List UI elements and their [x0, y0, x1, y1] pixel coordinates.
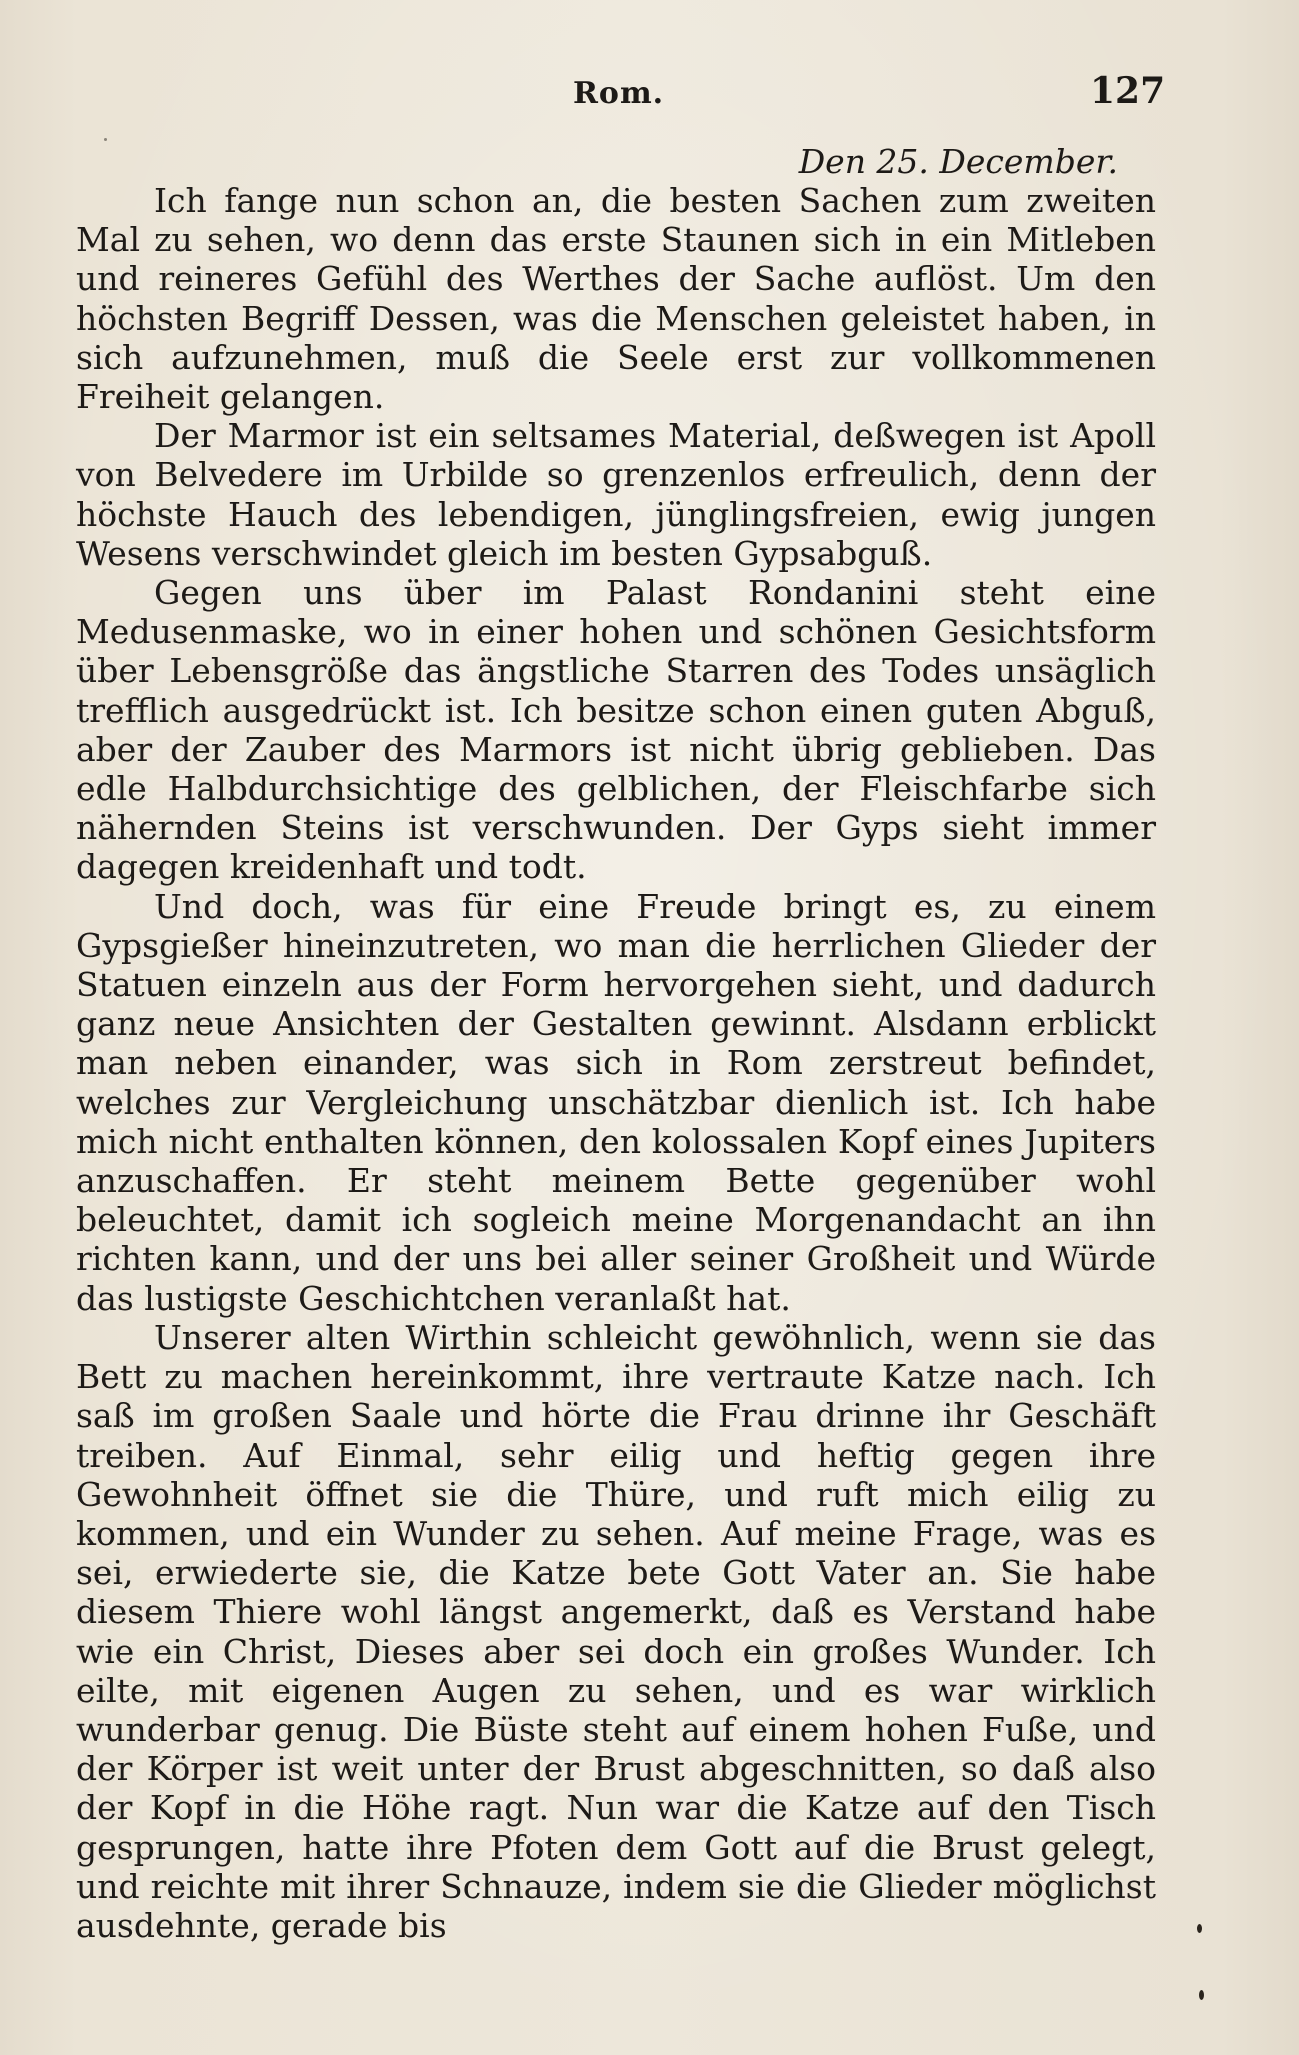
- paragraph: Unserer alten Wirthin schleicht gewöhnlich, wenn sie das Bett zu machen hereinkommt, ihre vertraute Katze nach. Ich saß im großen Saale und hörte die Frau drinne ihr Geschäft treiben. Auf Einmal, sehr eilig und heftig gegen ihre Gewohnheit öffnet sie die Thüre, und ruft mich eilig zu kommen, und ein Wunder zu sehen. Auf meine Frage, was es sei, erwiederte sie, die Katze bete Gott Vater an. Sie habe diesem Thiere wohl längst angemerkt, daß es Verstand habe wie ein Christ, Dieses aber sei doch ein großes Wunder. Ich eilte, mit eigenen Augen zu sehen, und es war wirklich wunderbar genug. Die Büste steht auf einem hohen Fuße, und der Körper ist weit unter der Brust abgeschnitten, so daß also der Kopf in die Höhe ragt. Nun war die Katze auf den Tisch gesprungen, hatte ihre Pfoten dem Gott auf die Brust gelegt, und reichte mit ihrer Schnauze, indem sie die Glieder möglichst ausdehnte, gerade bis: [76, 1317, 1156, 1945]
- paper-speck: [104, 138, 107, 141]
- date-line: Den 25. December.: [798, 142, 1118, 181]
- paragraph: Ich fange nun schon an, die besten Sachen zum zweiten Mal zu sehen, wo denn das erste Staunen sich in ein Mitleben und reineres Gefühl des Werthes der Sache auflöst. Um den höchsten Begriff Dessen, was die Menschen geleistet haben, in sich aufzunehmen, muß die Seele erst zur vollkommenen Freiheit gelangen.: [76, 181, 1156, 417]
- page-number: 127: [1090, 70, 1166, 112]
- running-title: Rom.: [573, 76, 665, 111]
- paragraph: Der Marmor ist ein seltsames Material, deßwegen ist Apoll von Belvedere im Urbilde so grenzenlos erfreulich, denn der höchste Hauch des lebendigen, jünglingsfreien, ewig jungen Wesens verschwindet gleich im besten Gypsabguß.: [76, 416, 1156, 573]
- running-head: [0, 70, 1299, 120]
- paper-speck: [1197, 1924, 1202, 1933]
- body-text: [76, 142, 1156, 1945]
- paragraph: Und doch, was für eine Freude bringt es, zu einem Gypsgießer hineinzutreten, wo man die herrlichen Glieder der Statuen einzeln aus der Form hervorgehen sieht, und dadurch ganz neue Ansichten der Gestalten gewinnt. Alsdann erblickt man neben einander, was sich in Rom zerstreut befindet, welches zur Vergleichung unschätzbar dienlich ist. Ich habe mich nicht enthalten können, den kolossalen Kopf eines Jupiters anzuschaffen. Er steht meinem Bette gegenüber wohl beleuchtet, damit ich sogleich meine Morgenandacht an ihn richten kann, und der uns bei aller seiner Großheit und Würde das lustigste Geschichtchen veranlaßt hat.: [76, 886, 1156, 1318]
- paragraph: Gegen uns über im Palast Rondanini steht eine Medusenmaske, wo in einer hohen und schönen Gesichtsform über Lebensgröße das ängstliche Starren des Todes unsäglich trefflich ausgedrückt ist. Ich besitze schon einen guten Abguß, aber der Zauber des Marmors ist nicht übrig geblieben. Das edle Halbdurchsichtige des gelblichen, der Fleischfarbe sich nähernden Steins ist verschwunden. Der Gyps sieht immer dagegen kreidenhaft und todt.: [76, 573, 1156, 887]
- paper-speck: [1199, 1990, 1204, 2000]
